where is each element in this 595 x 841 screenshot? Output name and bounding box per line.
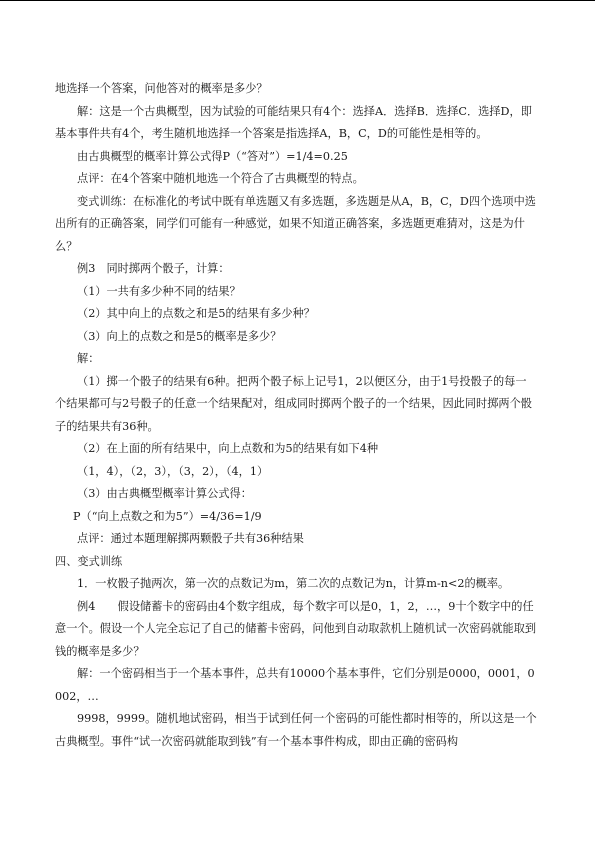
paragraph: 由古典概型的概率计算公式得P（“答对”）=1/4=0.25 [77,149,348,163]
example-heading: 例3 同时掷两个骰子，计算： [77,262,230,275]
top-rule [0,0,595,1]
question-item: （2）其中向上的点数之和是5的结果有多少种？ [77,307,315,320]
section-heading: 四、变式训练 [55,554,123,568]
paragraph: 点评：通过本题理解掷两颗骰子共有36种结果 [77,532,304,545]
paragraph: 解：这是一个古典概型，因为试验的可能结果只有4个：选择A．选择B．选择C．选择D，即基本事件共有4个，考生随机地选择一个答案是指选择A，B，C，D的可能性是相等的。 [55,104,532,140]
paragraph: （1，4），（2，3），（3，2），（4，1） [77,464,269,478]
document-body [55,78,537,753]
example-heading: 例4 假设储蓄卡的密码由4个数字组成，每个数字可以是0，1，2，…，9十个数字中的任意一个。假设一个人完全忘记了自己的储蓄卡密码，问他到自动取款机上随机试一次密码就能取到钱的概率是多少？ [55,599,537,658]
paragraph: （1）掷一个骰子的结果有6种。把两个骰子标上记号1，2以便区分，由于1号投骰子的每一个结果都可与2号骰子的任意一个结果配对，组成同时掷两个骰子的一个结果，因此同时掷两个骰子的结果共有36种。 [55,374,532,433]
paragraph: 解： [77,352,100,365]
paragraph: 解：一个密码相当于一个基本事件，总共有10000个基本事件，它们分别是0000，0001，0002，… [55,667,535,703]
paragraph: 地选择一个答案，问他答对的概率是多少？ [55,82,268,95]
paragraph: （3）由古典概型概率计算公式得： [77,487,252,500]
paragraph: 9998，9999。随机地试密码，相当于试到任何一个密码的可能性都时相等的，所以这是一个古典概型。事件“试一次密码就能取到钱”有一个基本事件构成，即由正确的密码构 [55,712,537,748]
paragraph: （2）在上面的所有结果中，向上点数和为5的结果有如下4种 [77,442,379,455]
paragraph: 点评：在4个答案中随机地选一个符合了古典概型的特点。 [77,172,364,185]
paragraph: 1．一枚骰子抛两次，第一次的点数记为m，第二次的点数记为n，计算m-n<2的概率。 [77,577,510,590]
paragraph: 变式训练：在标准化的考试中既有单选题又有多选题，多选题是从A，B，C，D四个选项中选出所有的正确答案，同学们可能有一种感觉，如果不知道正确答案，多选题更难猜对，这是为什么？ [55,194,536,253]
formula-line: P（“向上点数之和为5”）=4/36=1/9 [73,509,262,523]
question-item: （3）向上的点数之和是5的概率是多少？ [77,329,282,343]
question-item: （1）一共有多少种不同的结果？ [77,284,241,298]
